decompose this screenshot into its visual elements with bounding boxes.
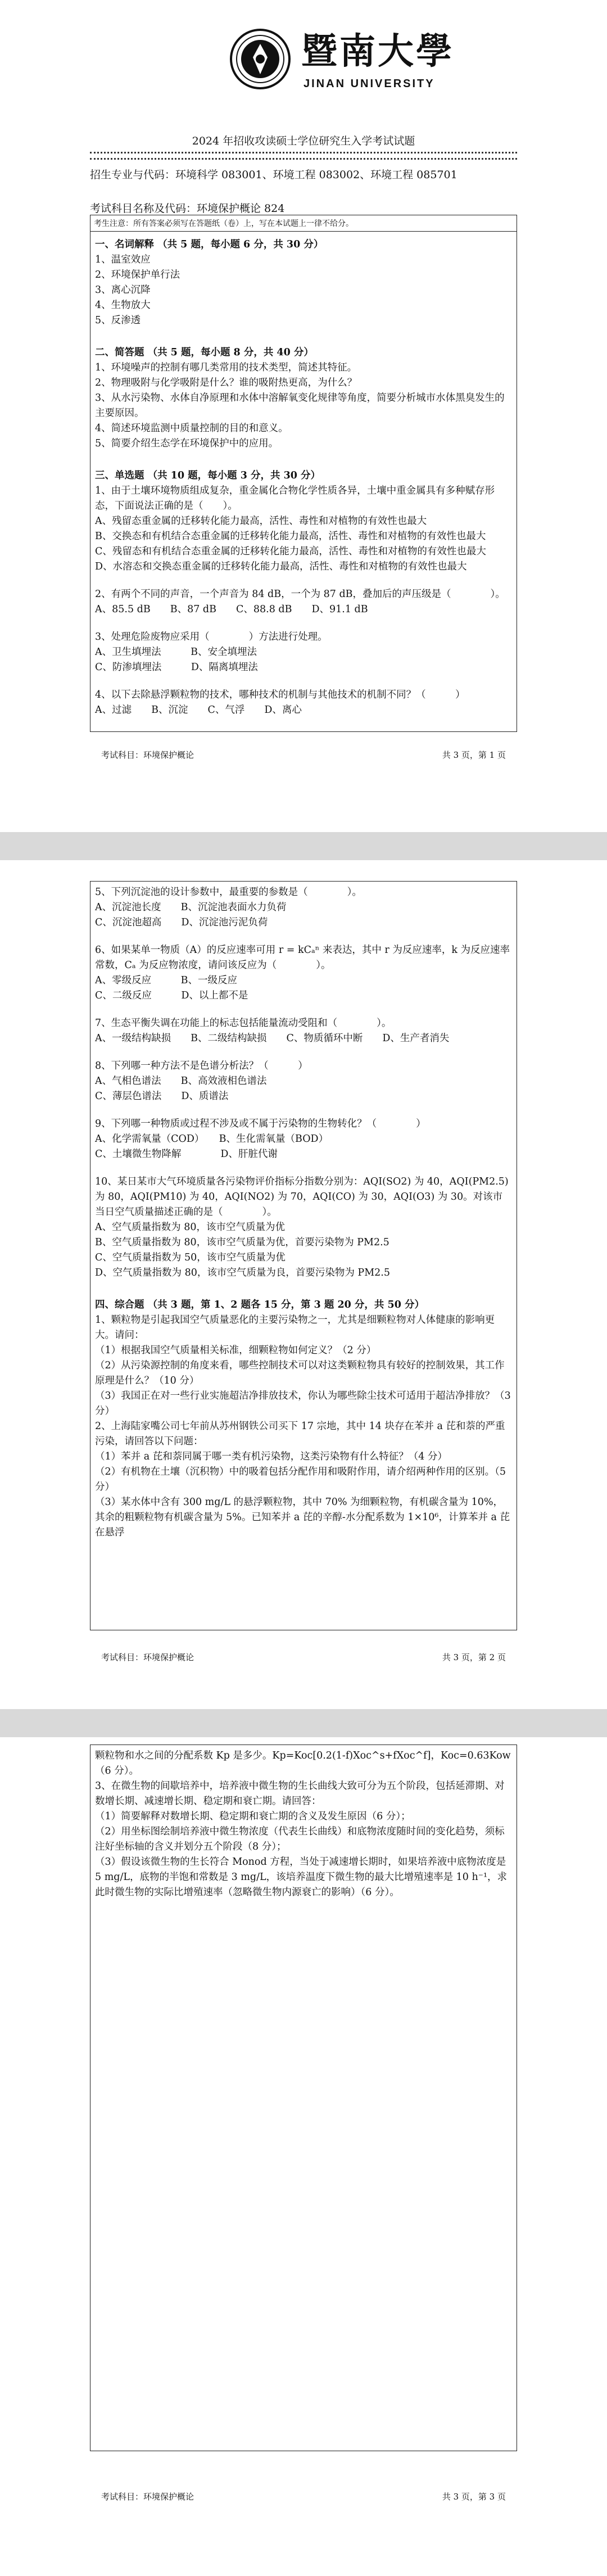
section-heading: 四、综合题 （共 3 题，第 1、2 题各 15 分，第 3 题 20 分，共 50 分） [95,1299,424,1310]
footer-page-number: 共 3 页，第 2 页 [442,1652,506,1662]
university-seal-icon [229,28,291,90]
question-line: A、卫生填埋法 B、安全填埋法 [95,647,257,658]
question-line: 4、生物放大 [95,300,151,311]
question-line: A、化学需氧量（COD） B、生化需氧量（BOD） [95,1133,329,1145]
notice: 考生注意：所有答案必须写在答题纸（卷）上，写在本试题上一律不给分。 [90,215,517,232]
question-line: A、残留态重金属的迁移转化能力最高，活性、毒性和对植物的有效性也最大 [95,516,427,527]
question-line: 1、颗粒物是引起我国空气质量恶化的主要污染物之一，尤其是细颗粒物对人体健康的影响更大。请问： [95,1314,495,1341]
logo-english: JINAN UNIVERSITY [304,78,435,90]
question-box-page-1 [90,215,517,732]
question-line: C、土壤微生物降解 D、肝脏代谢 [95,1149,278,1160]
question-box-page-3 [90,1745,517,2451]
question-line: D、水溶态和交换态重金属的迁移转化能力最高，活性、毒性和对植物的有效性也最大 [95,561,467,572]
question-content [90,232,517,721]
exam-page-1 [0,0,607,832]
footer-page-number: 共 3 页，第 3 页 [442,2492,506,2502]
question-content [90,1745,517,1904]
question-line: A、沉淀池长度 B、沉淀池表面水力负荷 [95,902,287,913]
question-line: 3、从水污染物、水体自净原理和水体中溶解氧变化规律等角度，简要分析城市水体黑臭发生的主要原因。 [95,392,505,419]
section-heading: 三、单选题 （共 10 题，每小题 3 分，共 30 分） [95,470,321,481]
question-line: C、防渗填埋法 D、隔离填埋法 [95,662,258,673]
question-line: A、过滤 B、沉淀 C、气浮 D、离心 [95,704,302,716]
footer-page-number: 共 3 页，第 1 页 [442,750,506,760]
question-line: C、二级反应 D、以上都不是 [95,990,248,1001]
footer-subject: 考试科目：环境保护概论 [101,1652,194,1662]
question-line: A、气相色谱法 B、高效液相色谱法 [95,1075,267,1087]
question-line: A、一级结构缺损 B、二级结构缺损 C、物质循环中断 D、生产者消失 [95,1033,450,1044]
question-line: B、交换态和有机结合态重金属的迁移转化能力最高，活性、毒性和对植物的有效性也最大 [95,531,486,542]
question-content [90,882,517,1544]
question-line: A、空气质量指数为 80，该市空气质量为优 [95,1222,285,1233]
question-line: 4、以下去除悬浮颗粒物的技术，哪种技术的机制与其他技术的机制不同？（ ） [95,689,465,701]
question-line: C、薄层色谱法 D、质谱法 [95,1091,229,1102]
question-box-page-2 [90,881,517,1630]
question-line: （1）苯并 a 芘和萘同属于哪一类有机污染物，这类污染物有什么特征？（4 分） [95,1451,447,1462]
question-line: 8、下列哪一种方法不是色谱分析法？（ ） [95,1060,308,1072]
question-line: 3、离心沉降 [95,284,151,296]
page-header [90,17,517,146]
question-line: 1、环境噪声的控制有哪几类常用的技术类型，简述其特征。 [95,362,357,373]
question-line: C、沉淀池超高 D、沉淀池污泥负荷 [95,917,268,928]
question-line: 6、如果某单一物质（A）的反应速率可用 r = kCₐⁿ 来表达，其中 r 为反应速率，k 为反应速率常数，Cₐ 为反应物浓度，请问该反应为（ ）。 [95,944,510,971]
question-line: 1、由于土壤环境物质组成复杂，重金属化合物化学性质各异，土壤中重金属具有多种赋存形态，下面说法正确的是（ ）。 [95,485,495,512]
question-line: （2）从污染源控制的角度来看，哪些控制技术可以对这类颗粒物具有较好的控制效果，其工作原理是什么？（10 分） [95,1360,505,1386]
question-line: （1）简要解释对数增长期、稳定期和衰亡期的含义及发生原因（6 分）； [95,1811,411,1822]
logo-chinese: 暨南大學 [301,30,454,73]
exam-title: 2024 年招收攻读硕士学位研究生入学考试试题 [192,135,415,147]
footer-subject: 考试科目：环境保护概论 [101,750,194,760]
question-line: 9、下列哪一种物质或过程不涉及或不属于污染物的生物转化？（ ） [95,1118,426,1129]
question-line: 4、简述环境监测中质量控制的目的和意义。 [95,423,288,434]
question-line: 1、温室效应 [95,254,151,265]
question-line: 5、简要介绍生态学在环境保护中的应用。 [95,438,279,449]
question-line: （3）我国正在对一些行业实施超洁净排放技术，你认为哪些除尘技术可适用于超洁净排放？（3 分） [95,1390,511,1417]
question-line: （3）某水体中含有 300 mg/L 的悬浮颗粒物，其中 70% 为细颗粒物，有机碳含量为 10%，其余的粗颗粒物有机碳含量为 5%。已知苯并 a 芘的辛醇-水分配系数为 1×10⁶，计算苯并 a 芘在悬浮 [95,1497,510,1538]
question-line: A、零级反应 B、一级反应 [95,975,237,986]
question-line: 3、在微生物的间歇培养中，培养液中微生物的生长曲线大致可分为五个阶段，包括延滞期、对数增长期、减速增长期、稳定期和衰亡期。请回答： [95,1780,505,1807]
question-line: 2、环境保护单行法 [95,269,180,281]
question-line: 颗粒物和水之间的分配系数 Kp 是多少。Kp=Koc[0.2(1-f)Xoc^s+fXoc^f]，Koc=0.63Kow（6 分）。 [95,1750,511,1777]
question-line: 7、生态平衡失调在功能上的标志包括能量流动受阻和（ ）。 [95,1018,392,1029]
dotted-divider [90,152,517,160]
question-line: 2、有两个不同的声音，一个声音为 84 dB，一个为 87 dB，叠加后的声压级是（ ）。 [95,589,505,600]
question-line: A、85.5 dB B、87 dB C、88.8 dB D、91.1 dB [95,604,368,615]
question-line: D、空气质量指数为 80，该市空气质量为良，首要污染物为 PM2.5 [95,1267,390,1278]
question-line: （2）用坐标图绘制培养液中微生物浓度（代表生长曲线）和底物浓度随时间的变化趋势，须标注好坐标轴的含义并划分五个阶段（8 分）； [95,1826,505,1852]
question-line: 5、反渗透 [95,315,141,326]
major-line: 招生专业与代码：环境科学 083001、环境工程 083002、环境工程 085701 [90,169,457,181]
question-line: 3、处理危险废物应采用（ ）方法进行处理。 [95,631,328,643]
section-heading: 二、简答题 （共 5 题，每小题 8 分，共 40 分） [95,347,314,358]
question-line: C、空气质量指数为 50，该市空气质量为优 [95,1252,286,1263]
footer-subject: 考试科目：环境保护概论 [101,2492,194,2502]
question-line: （1）根据我国空气质量相关标准，细颗粒物如何定义？（2 分） [95,1345,377,1356]
question-line: C、残留态和有机结合态重金属的迁移转化能力最高，活性、毒性和对植物的有效性也最大 [95,546,486,557]
question-line: 5、下列沉淀池的设计参数中，最重要的参数是（ ）。 [95,887,362,898]
question-line: 2、物理吸附与化学吸附是什么？谁的吸附热更高，为什么？ [95,377,357,388]
question-line: 2、上海陆家嘴公司七年前从苏州钢铁公司买下 17 宗地，其中 14 块存在苯并 a 芘和萘的严重污染，请回答以下问题： [95,1421,505,1447]
subject-line: 考试科目名称及代码：环境保护概论 824 [90,202,285,215]
question-line: （2）有机物在土壤（沉积物）中的吸着包括分配作用和吸附作用，请介绍两种作用的区别。（5 分） [95,1466,506,1493]
question-line: 10、某日某市大气环境质量各污染物评价指标分指数分别为：AQI(SO2) 为 40，AQI(PM2.5) 为 80，AQI(PM10) 为 40，AQI(NO2) 为 70，AQI(CO) 为 30，AQI(O3) 为 30。对该市当日空气质量描述正确的是（ ）。 [95,1176,509,1218]
section-heading: 一、名词解释 （共 5 题，每小题 6 分，共 30 分） [95,239,324,250]
question-line: B、空气质量指数为 80，该市空气质量为优，首要污染物为 PM2.5 [95,1237,389,1248]
question-line: （3）假设该微生物的生长符合 Monod 方程，当处于减速增长期时，如果培养液中底物浓度是 5 mg/L，底物的半饱和常数是 3 mg/L，该培养温度下微生物的最大比增殖速率是 10 h⁻¹，求此时微生物的实际比增殖速率（忽略微生物内源衰亡的影响）（6 分）。 [95,1856,507,1898]
